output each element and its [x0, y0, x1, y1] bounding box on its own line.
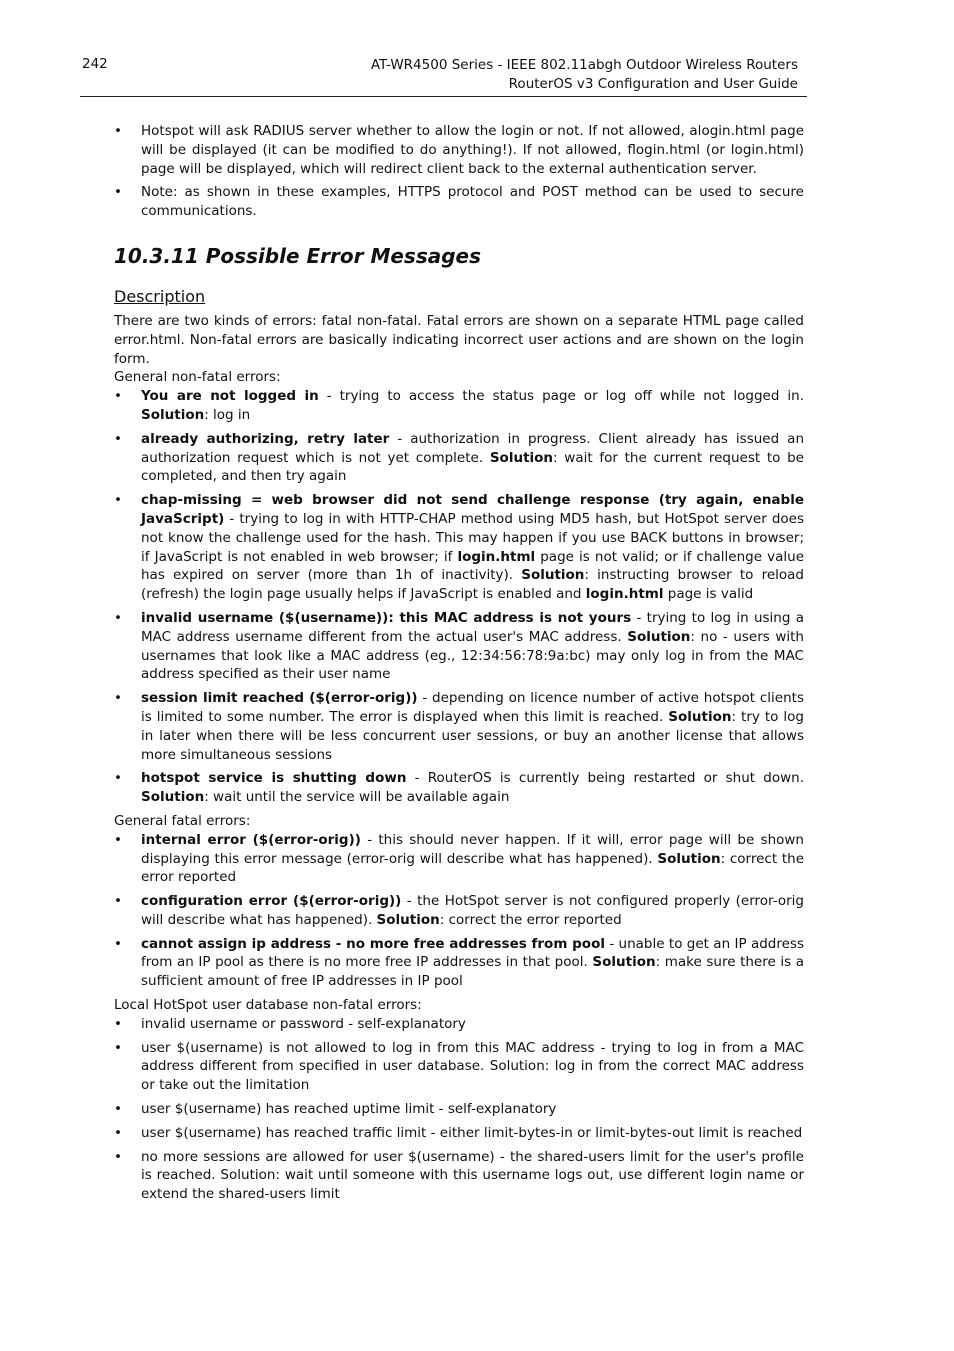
- list-item: [114, 689, 804, 764]
- solution-label: Solution: [627, 628, 691, 645]
- error-description: - RouterOS is currently being restarted or shut down.: [406, 770, 805, 787]
- solution-text: : correct the error reported: [141, 850, 804, 886]
- solution-label: Solution: [141, 789, 205, 806]
- list-item-text: Note: as shown in these examples, HTTPS protocol and POST method can be used to secure communications.: [141, 184, 804, 220]
- description-paragraph: There are two kinds of errors: fatal non-fatal. Fatal errors are shown on a separate HTML page called error.html. Non-fatal errors are basically indicating incorrect user actions and are shown on the login form.: [114, 312, 804, 367]
- header-rule: [80, 96, 807, 97]
- local-db-label: Local HotSpot user database non-fatal errors:: [114, 997, 422, 1014]
- error-description: - the HotSpot server is not configured properly (error-orig will describe what has happened).: [141, 893, 804, 928]
- error-description: - trying to log in using a MAC address username different from the actual user's MAC address.: [141, 609, 804, 645]
- solution-text: : correct the error reported: [439, 911, 622, 928]
- solution-label: Solution: [657, 850, 721, 867]
- bullet: •: [114, 1039, 122, 1056]
- bullet: •: [114, 1124, 122, 1141]
- error-description: - authorization in progress. Client already has issued an authorization request which is not yet complete.: [141, 430, 805, 466]
- solution-label: Solution: [521, 567, 585, 584]
- solution-text: : no - users with usernames that look like a MAC address (eg., 12:34:56:78:9a:bc) may only log in from the MAC address specified as their user name: [141, 628, 804, 683]
- error-description: page is not valid; or if challenge value has expired on server (more than 1h of inactivity).: [141, 548, 805, 584]
- error-name: hotspot service is shutting down: [141, 770, 407, 787]
- list-item: [114, 1100, 804, 1119]
- list-item: [114, 1148, 804, 1204]
- running-header: [371, 56, 798, 94]
- bullet: •: [114, 893, 122, 910]
- list-item: [114, 769, 804, 807]
- filename: login.html: [457, 548, 536, 565]
- solution-label: Solution: [489, 449, 554, 466]
- bullet: •: [114, 770, 122, 787]
- solution-text: : make sure there is a sufficient amount of free IP addresses in IP pool: [141, 954, 804, 990]
- list-item: [114, 831, 804, 887]
- header-title-line2: RouterOS v3 Configuration and User Guide: [508, 76, 798, 92]
- solution-text: : try to log in later when there will be less concurrent user sessions, or buy an another license that allows more simultaneous sessions: [141, 708, 804, 763]
- list-item-text: Hotspot will ask RADIUS server whether to allow the login or not. If not allowed, alogin.html page will be displayed (it can be modified to do anything!). If not allowed, flogin.html (or login.html) page will be displayed, which will redirect client back to the external authentication server.: [141, 123, 804, 177]
- list-item-text: user $(username) has reached uptime limit - self-explanatory: [141, 1101, 557, 1118]
- fatal-label: General fatal errors:: [114, 812, 251, 829]
- bullet: •: [114, 609, 122, 626]
- bullet: •: [114, 123, 122, 139]
- solution-text: : wait for the current request to be completed, and then try again: [141, 449, 804, 485]
- solution-text: : log in: [204, 406, 251, 423]
- list-item: [114, 1124, 804, 1143]
- subheading-description: Description: [114, 286, 206, 306]
- error-name: invalid username ($(username)): this MAC address is not yours: [141, 609, 632, 626]
- header-title-line1: AT-WR4500 Series - IEEE 802.11abgh Outdoor Wireless Routers: [370, 57, 798, 73]
- list-item-text: invalid username or password - self-explanatory: [141, 1015, 466, 1032]
- error-name: chap-missing = web browser did not send challenge response (try again, enable JavaScript): [141, 492, 804, 527]
- bullet: •: [114, 388, 122, 405]
- bullet: •: [114, 831, 122, 848]
- bullet: •: [114, 184, 122, 201]
- error-description: - unable to get an IP address from an IP pool as there is no more free IP addresses in that pool.: [141, 935, 804, 971]
- page-body: [114, 122, 804, 1209]
- error-name: internal error ($(error-orig)): [141, 831, 361, 848]
- list-item: [114, 430, 804, 486]
- solution-label: Solution: [141, 406, 205, 423]
- filename: login.html: [585, 586, 664, 603]
- error-name: configuration error ($(error-orig)): [141, 893, 402, 910]
- intro-list: [114, 122, 804, 221]
- error-name: You are not logged in: [141, 388, 319, 405]
- list-item: [114, 935, 804, 991]
- list-item: [114, 609, 804, 684]
- list-item: [114, 387, 804, 425]
- error-name: cannot assign ip address - no more free addresses from pool: [141, 935, 605, 952]
- solution-text: : wait until the service will be available again: [204, 789, 510, 806]
- list-item: [114, 491, 804, 604]
- bullet: •: [114, 1015, 122, 1032]
- list-item: [114, 183, 804, 221]
- error-name: session limit reached ($(error-orig)): [141, 690, 418, 707]
- bullet: •: [114, 690, 122, 707]
- error-name: already authorizing, retry later: [141, 430, 390, 447]
- section-title: 10.3.11 Possible Error Messages: [114, 243, 482, 268]
- list-item-text: user $(username) has reached traffic limit - either limit-bytes-in or limit-bytes-out limit is reached: [141, 1124, 803, 1141]
- list-item: [114, 892, 804, 930]
- error-description: - trying to access the status page or log off while not logged in.: [318, 388, 804, 405]
- bullet: •: [114, 430, 122, 447]
- error-description: - depending on licence number of active hotspot clients is limited to some number. The error is displayed when this limit is reached.: [141, 690, 804, 725]
- solution-label: Solution: [592, 954, 656, 971]
- bullet: •: [114, 1101, 122, 1118]
- list-item: [114, 1015, 804, 1034]
- solution-text: : instructing browser to reload (refresh) the login page usually helps if JavaScript is enabled and: [141, 567, 804, 603]
- solution-label: Solution: [668, 708, 732, 725]
- error-description: - trying to log in with HTTP-CHAP method using MD5 hash, but HotSpot server does not know the challenge used for the hash. This may happen if you use BACK buttons in browser; if JavaScript is not enabled in web browser; if: [141, 510, 804, 565]
- bullet: •: [114, 1148, 122, 1165]
- list-item-text: no more sessions are allowed for user $(username) - the shared-users limit for the user's profile is reached. Solution: wait until someone with this username logs out, use different login name or extend the shared-users limit: [141, 1148, 804, 1203]
- solution-label: Solution: [376, 911, 440, 928]
- fatal-error-list: [114, 831, 804, 991]
- nonfatal-error-list: [114, 387, 804, 807]
- list-item-text: user $(username) is not allowed to log in from this MAC address - trying to log in from a MAC address different from specified in user database. Solution: log in from the correct MAC address or take out the limitation: [141, 1039, 804, 1094]
- solution-text: page is valid: [663, 586, 754, 603]
- list-item: [114, 1039, 804, 1095]
- list-item: [114, 122, 804, 178]
- nonfatal-label: General non-fatal errors:: [114, 369, 281, 386]
- bullet: •: [114, 492, 122, 509]
- page-number: 242: [82, 56, 108, 72]
- local-db-error-list: [114, 1015, 804, 1204]
- bullet: •: [114, 935, 122, 952]
- error-description: - this should never happen. If it will, error page will be shown displaying this error message (error-orig will describe what has happened).: [141, 831, 804, 867]
